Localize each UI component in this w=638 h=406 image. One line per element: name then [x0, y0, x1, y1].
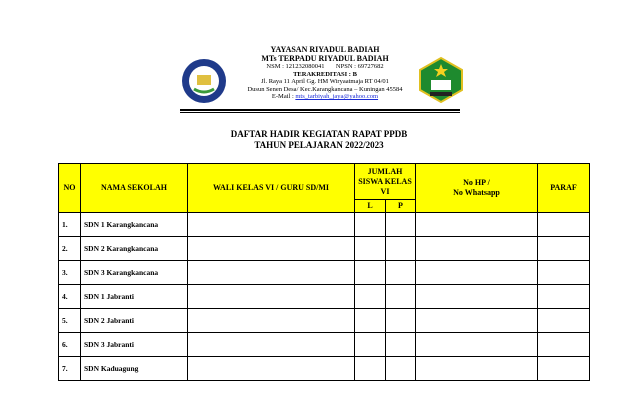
email-link[interactable]: mts_tarbiyah_jaya@yahoo.com — [295, 93, 379, 101]
header-nama-sekolah: NAMA SEKOLAH — [81, 164, 188, 213]
header-jumlah-siswa: JUMLAH SISWA KELAS VI — [355, 164, 416, 200]
row-p — [386, 285, 416, 309]
row-no: 7. — [59, 357, 81, 381]
row-wali-kelas — [188, 309, 355, 333]
divider — [180, 112, 460, 113]
row-l — [355, 237, 386, 261]
row-l — [355, 285, 386, 309]
row-p — [386, 309, 416, 333]
row-school-name: SDN 1 Jabranti — [81, 285, 188, 309]
title-line-2: TAHUN PELAJARAN 2022/2023 — [254, 140, 384, 150]
document-title — [0, 129, 638, 151]
table-row — [59, 285, 590, 309]
address-line-2: Dusun Senen Desa/ Kec.Karangkancana – Kuningan 45584 — [247, 85, 403, 93]
row-wali-kelas — [188, 261, 355, 285]
email-label: E-Mail : — [271, 93, 294, 101]
header-wali-kelas: WALI KELAS VI / GURU SD/MI — [188, 164, 355, 213]
row-p — [386, 357, 416, 381]
attendance-table — [58, 163, 590, 381]
foundation-name: YAYASAN RIYADUL BADIAH — [270, 45, 380, 54]
row-school-name: SDN 2 Jabranti — [81, 309, 188, 333]
header-paraf: PARAF — [538, 164, 590, 213]
row-school-name: SDN 2 Karangkancana — [81, 237, 188, 261]
header-l: L — [355, 200, 386, 213]
school-name: MTs TERPADU RIYADUL BADIAH — [261, 54, 389, 63]
row-wali-kelas — [188, 213, 355, 237]
table-row — [59, 213, 590, 237]
row-wali-kelas — [188, 357, 355, 381]
row-paraf — [538, 285, 590, 309]
row-wali-kelas — [188, 333, 355, 357]
row-l — [355, 309, 386, 333]
letterhead — [170, 45, 480, 101]
row-p — [386, 333, 416, 357]
table-row — [59, 357, 590, 381]
row-no: 6. — [59, 333, 81, 357]
table-row — [59, 309, 590, 333]
row-l — [355, 333, 386, 357]
row-p — [386, 261, 416, 285]
row-paraf — [538, 357, 590, 381]
npsn: NPSN : 69727682 — [335, 63, 384, 70]
row-no-hp — [416, 237, 538, 261]
divider — [180, 109, 460, 111]
table-row — [59, 261, 590, 285]
row-no-hp — [416, 285, 538, 309]
row-no: 4. — [59, 285, 81, 309]
address-line-1: Jl. Raya 11 April Gg. HM Wiryaatmaja RT 04/01 — [261, 78, 389, 86]
row-school-name: SDN 3 Karangkancana — [81, 261, 188, 285]
header-no: NO — [59, 164, 81, 213]
row-school-name: SDN 3 Jabranti — [81, 333, 188, 357]
row-l — [355, 357, 386, 381]
nsm: NSM : 121232080041 — [266, 63, 325, 70]
header-p: P — [386, 200, 416, 213]
row-paraf — [538, 333, 590, 357]
title-line-1: DAFTAR HADIR KEGIATAN RAPAT PPDB — [230, 129, 408, 139]
row-no-hp — [416, 333, 538, 357]
row-paraf — [538, 261, 590, 285]
header-hp-line1: No HP / — [463, 178, 490, 187]
row-school-name: SDN 1 Karangkancana — [81, 213, 188, 237]
row-no: 5. — [59, 309, 81, 333]
row-no: 3. — [59, 261, 81, 285]
table-row — [59, 237, 590, 261]
row-no-hp — [416, 213, 538, 237]
row-no: 2. — [59, 237, 81, 261]
row-wali-kelas — [188, 285, 355, 309]
row-no: 1. — [59, 213, 81, 237]
row-no-hp — [416, 261, 538, 285]
row-l — [355, 261, 386, 285]
row-p — [386, 213, 416, 237]
row-no-hp — [416, 357, 538, 381]
accreditation: TERAKREDITASI : B — [293, 70, 357, 78]
header-hp-line2: No Whatsapp — [453, 188, 500, 197]
row-wali-kelas — [188, 237, 355, 261]
row-l — [355, 213, 386, 237]
header-no-hp — [416, 164, 538, 213]
row-paraf — [538, 213, 590, 237]
row-school-name: SDN Kaduagung — [81, 357, 188, 381]
row-p — [386, 237, 416, 261]
row-paraf — [538, 237, 590, 261]
table-row — [59, 333, 590, 357]
row-paraf — [538, 309, 590, 333]
row-no-hp — [416, 309, 538, 333]
